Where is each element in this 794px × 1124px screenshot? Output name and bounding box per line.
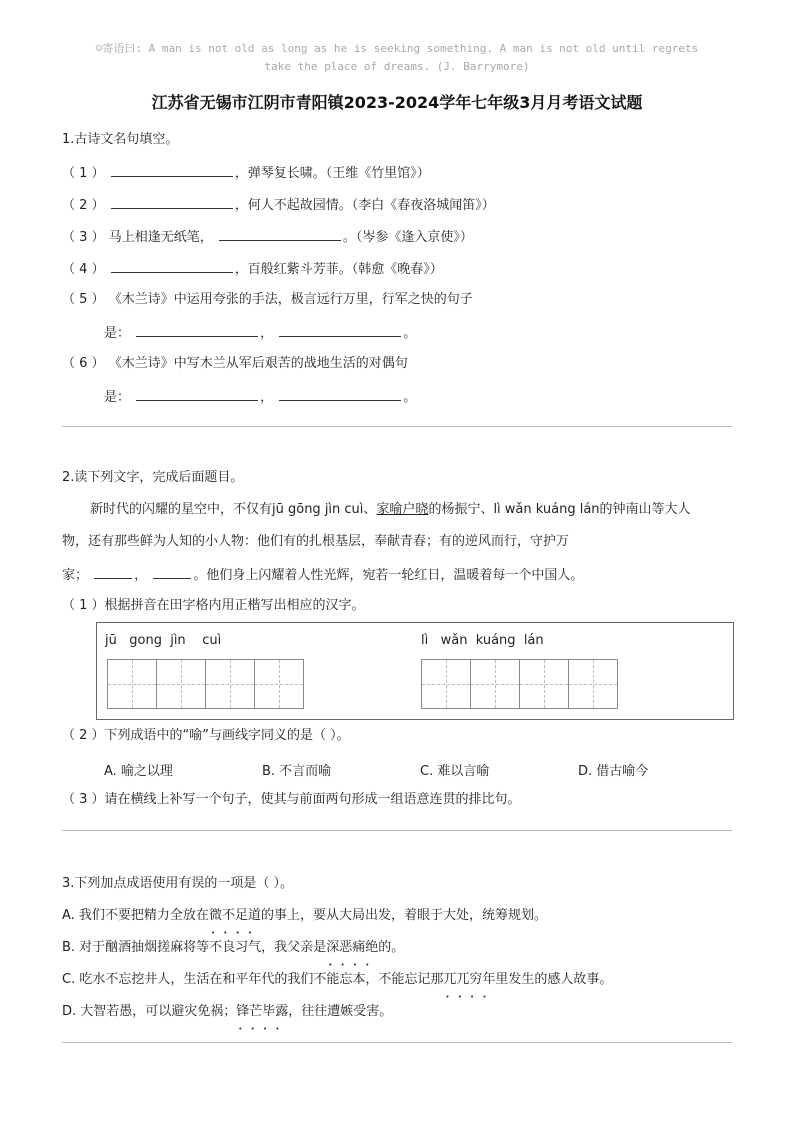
tianzige-right — [421, 659, 618, 709]
q2-passage-line2: 物，还有那些鲜为人知的小人物：他们有的扎根基层，奉献青春；有的逆风而行，守护万 — [62, 534, 570, 549]
q2-passage-line1 — [90, 500, 691, 520]
dotted-idiom: 兀兀穷年 • • • • — [443, 972, 495, 987]
q3-option-d[interactable] — [62, 1002, 392, 1022]
option-text: 里发生的感人故事。 — [495, 972, 613, 987]
option-text: ，往往遭嫉受害。 — [288, 1004, 393, 1019]
tianzige-cell[interactable] — [421, 659, 471, 709]
q3-option-b[interactable] — [62, 938, 404, 958]
item-number: （ 1 ） — [62, 166, 105, 181]
q3-option-a[interactable] — [62, 906, 547, 926]
item-text: 。（岑参《逢入京使》） — [342, 230, 473, 245]
option-text: 的。 — [378, 940, 405, 955]
item-text: ，何人不起故园情。（李白《春夜洛城闻笛》） — [234, 198, 495, 213]
passage-text: 家； — [62, 568, 89, 583]
q2-sub2: （ 2 ）下列成语中的“喻”与画线字同义的是（ ）。 — [62, 728, 350, 743]
option-text: D. 大智若愚，可以避灾免祸； — [62, 1004, 237, 1019]
divider — [62, 830, 732, 831]
item-number: （ 3 ） — [62, 230, 105, 245]
q3-option-c[interactable] — [62, 970, 612, 990]
q1-item-4 — [62, 258, 443, 280]
punct: ， — [134, 568, 148, 583]
page-title: 江苏省无锡市江阴市青阳镇2023-2024学年七年级3月月考语文试题 — [151, 93, 643, 112]
item-text: ，百般红紫斗芳菲。（韩愈《晚春》） — [234, 262, 443, 277]
option-text: C. 吃水不忘挖井人，生活在和平年代的我们不能忘本，不能忘记那 — [62, 972, 444, 987]
q1-stem: 1.古诗文名句填空。 — [62, 132, 179, 147]
tianzige-cell[interactable] — [254, 659, 304, 709]
dotted-idiom: 微不足道 • • • • — [209, 908, 261, 923]
passage-text: 。他们身上闪耀着人性光辉，宛若一轮红日，温暖着每一个中国人。 — [193, 568, 584, 583]
passage-text: 新时代的闪耀的星空中，不仅有jū gōng jìn cuì、 — [90, 502, 377, 517]
dotted-idiom: 锋芒毕露 • • • • — [236, 1004, 288, 1019]
item-number: （ 2 ） — [62, 198, 105, 213]
tianzige-cell[interactable] — [156, 659, 206, 709]
option-b[interactable]: B. 不言而喻 — [262, 764, 332, 779]
item-text: ，弹琴复长啸。（王维《竹里馆》） — [234, 166, 430, 181]
item-text: 马上相逢无纸笔， — [108, 230, 213, 245]
tianzige-cell[interactable] — [470, 659, 520, 709]
pinyin-left: jū gong jìn cuì — [105, 633, 222, 648]
item-text: 《木兰诗》中运用夸张的手法，极言远行万里，行军之快的句子 — [108, 292, 473, 307]
q1-item-5-answer — [104, 322, 416, 344]
option-text: 的事上，要从大局出发，着眼于大处，统筹规划。 — [260, 908, 547, 923]
divider — [62, 1042, 732, 1043]
motto-line2: take the place of dreams. (J. Barrymore) — [264, 60, 530, 73]
tianzige-cell[interactable] — [519, 659, 569, 709]
answer-blank[interactable] — [279, 322, 401, 337]
underlined-word: 家喻户晓 — [376, 502, 429, 517]
answer-blank[interactable] — [153, 564, 191, 579]
answer-prefix: 是： — [104, 390, 131, 405]
tianzige-cell[interactable] — [107, 659, 157, 709]
motto — [0, 40, 794, 76]
tianzige-cell[interactable] — [568, 659, 618, 709]
passage-text: 的杨振宁、lì wǎn kuáng lán的钟南山等大人 — [428, 502, 691, 517]
answer-blank[interactable] — [111, 194, 233, 209]
option-text: B. 对于酗酒抽烟搓麻将等不良习气，我父亲是 — [62, 940, 327, 955]
q3-stem: 3.下列加点成语使用有误的一项是（ ）。 — [62, 876, 294, 891]
item-text: 《木兰诗》中写木兰从军后艰苦的战地生活的对偶句 — [108, 356, 408, 371]
answer-prefix: 是： — [104, 326, 131, 341]
tianzige-cell[interactable] — [205, 659, 255, 709]
q1-item-5 — [62, 290, 473, 310]
punct: 。 — [403, 390, 417, 405]
divider — [62, 426, 732, 427]
q2-passage-line3 — [62, 564, 583, 586]
item-number: （ 5 ） — [62, 292, 105, 307]
dotted-idiom: 深恶痛绝 • • • • — [326, 940, 378, 955]
option-a[interactable]: A. 喻之以理 — [104, 764, 173, 779]
q1-item-3 — [62, 226, 473, 248]
answer-blank[interactable] — [219, 226, 341, 241]
item-number: （ 6 ） — [62, 356, 105, 371]
smile-icon: ☺ — [95, 42, 103, 55]
punct: ， — [260, 390, 274, 405]
option-text: A. 我们不要把精力全放在 — [62, 908, 209, 923]
punct: 。 — [403, 326, 417, 341]
q1-item-6 — [62, 354, 408, 374]
q1-item-6-answer — [104, 386, 416, 408]
item-number: （ 4 ） — [62, 262, 105, 277]
q1-item-2 — [62, 194, 495, 216]
answer-blank[interactable] — [136, 322, 258, 337]
q2-sub1: （ 1 ）根据拼音在田字格内用正楷写出相应的汉字。 — [62, 598, 365, 613]
option-d[interactable]: D. 借古喻今 — [578, 764, 649, 779]
pinyin-grid-box — [96, 622, 734, 720]
motto-line1: 寄语曰: A man is not old as long as he is seeking something. A man is not old until regrets — [102, 42, 699, 55]
answer-blank[interactable] — [111, 162, 233, 177]
option-c[interactable]: C. 难以言喻 — [420, 764, 490, 779]
tianzige-left — [107, 659, 304, 709]
q1-item-1 — [62, 162, 430, 184]
answer-blank[interactable] — [279, 386, 401, 401]
q2-stem: 2.读下列文字，完成后面题目。 — [62, 470, 244, 485]
punct: ， — [260, 326, 274, 341]
answer-blank[interactable] — [94, 564, 132, 579]
q2-sub3: （ 3 ）请在横线上补写一个句子，使其与前面两句形成一组语意连贯的排比句。 — [62, 792, 521, 807]
answer-blank[interactable] — [136, 386, 258, 401]
pinyin-right: lì wǎn kuáng lán — [421, 633, 544, 648]
answer-blank[interactable] — [111, 258, 233, 273]
